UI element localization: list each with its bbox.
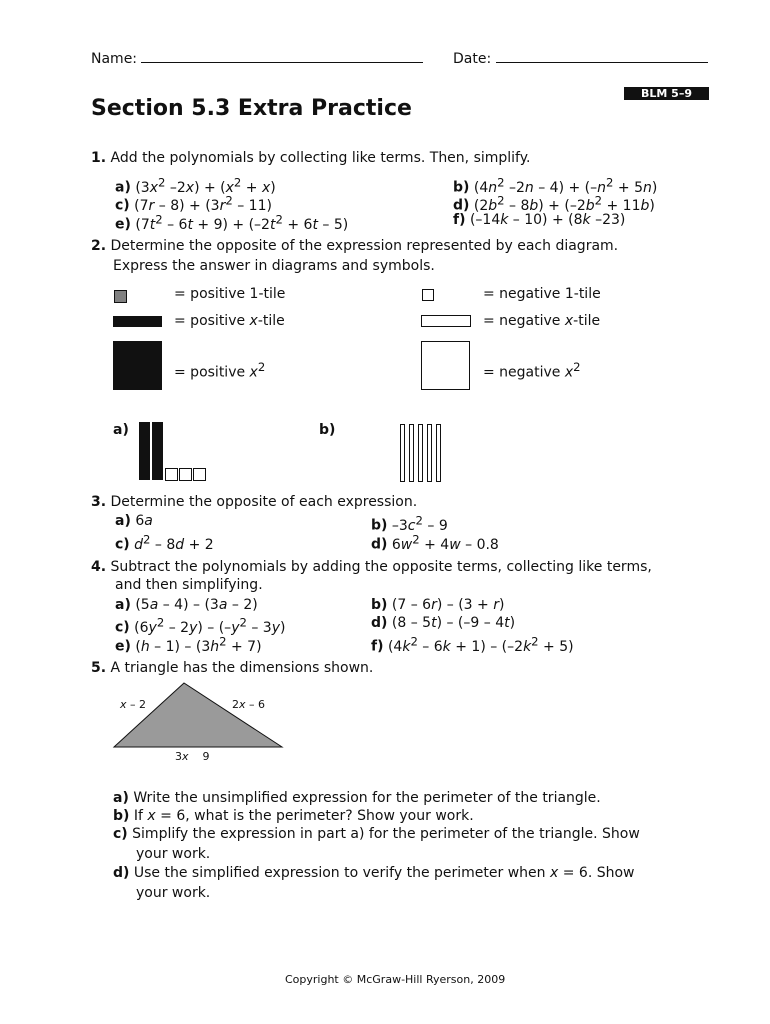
question-number: 5.	[91, 660, 107, 676]
legend-positive-x2: = positive $x^2$	[174, 360, 266, 381]
question-3-prompt	[91, 494, 417, 510]
q3-part-a: a) 6a	[115, 513, 153, 529]
name-field[interactable]	[91, 50, 423, 67]
q4-part-b: b) (7 – 6r) – (3 + r)	[371, 597, 505, 613]
q3-part-b: b) $-3c^2 - 9$	[371, 513, 448, 534]
legend-negative-x2: = negative $x^2$	[483, 360, 581, 381]
q4-part-c: c) $(6y^2 - 2y) - (-y^2 - 3y)$	[115, 615, 286, 636]
negative-x-tile	[427, 424, 432, 482]
negative-1-tile	[193, 468, 206, 481]
q5-part-b: b) If x = 6, what is the perimeter? Show your work.	[113, 808, 474, 824]
negative-x-tile-swatch	[421, 315, 471, 327]
question-text: A triangle has the dimensions shown.	[110, 660, 374, 676]
negative-1-tile-swatch	[422, 289, 434, 301]
question-text: Subtract the polynomials by adding the opposite terms, collecting like terms,	[110, 559, 652, 575]
question-number: 3.	[91, 494, 107, 510]
legend-negative-x: = negative x-tile	[483, 313, 601, 329]
negative-x-tile	[418, 424, 423, 482]
date-field[interactable]	[453, 50, 708, 67]
question-4-prompt	[91, 559, 652, 575]
negative-x-tile	[400, 424, 405, 482]
legend-negative-1: = negative 1-tile	[483, 286, 601, 302]
q1-part-b: b) ($4n^2$ $-2n - 4) + (-n^2 + 5n)$	[453, 175, 658, 196]
q1-part-e: e) $(7t^2 - 6t + 9) + (-2t^2 + 6t - 5)$	[115, 212, 349, 233]
q4-part-d: d) (8 – 5t) – (–9 – 4t)	[371, 615, 516, 631]
name-label: Name:	[91, 51, 138, 67]
question-5-prompt	[91, 660, 373, 676]
page-title: Section 5.3 Extra Practice	[91, 96, 412, 121]
question-number: 1.	[91, 150, 107, 166]
negative-1-tile	[165, 468, 178, 481]
q5-part-d: d) Use the simplified expression to verify the perimeter when x = 6. Show	[113, 865, 635, 881]
q1-part-c: c) $(7r - 8) + (3r^2 - 11)$	[115, 193, 272, 214]
date-blank[interactable]	[496, 50, 708, 63]
q4-part-f: f) $(4k^2 - 6k + 1) - (-2k^2 + 5)$	[371, 634, 574, 655]
question-number: 4.	[91, 559, 107, 575]
q1-part-a: a) ($3x^2$ $-2x) + (x^2 + x)$	[115, 175, 276, 196]
question-1-prompt	[91, 150, 530, 166]
triangle-right-side-label: 2x – 6	[232, 698, 266, 711]
q3-part-c: c) $d^2 - 8d + 2$	[115, 532, 214, 553]
negative-1-tile	[179, 468, 192, 481]
q3-part-d: d) $6w^2 + 4w - 0.8$	[371, 532, 499, 553]
triangle-shape	[114, 683, 282, 747]
q5-part-c: c) Simplify the expression in part a) for the perimeter of the triangle. Show	[113, 826, 640, 842]
q5-part-c-line2: your work.	[136, 846, 211, 862]
positive-x-tile-swatch	[113, 316, 162, 327]
diagram-a-label: a)	[113, 422, 129, 438]
q5-part-a: a) Write the unsimplified expression for the perimeter of the triangle.	[113, 790, 601, 806]
legend-positive-1: = positive 1-tile	[174, 286, 286, 302]
q4-part-a: a) (5a – 4) – (3a – 2)	[115, 597, 258, 613]
question-text: Determine the opposite of the expression represented by each diagram.	[110, 238, 619, 254]
question-text: Determine the opposite of each expression.	[110, 494, 418, 510]
question-number: 2.	[91, 238, 107, 254]
positive-x2-tile-swatch	[113, 341, 162, 390]
negative-x-tile	[409, 424, 414, 482]
name-blank[interactable]	[141, 50, 423, 63]
date-label: Date:	[453, 51, 492, 67]
question-2-prompt-line2: Express the answer in diagrams and symbols.	[113, 258, 435, 274]
triangle-left-side-label: x – 2	[120, 698, 147, 711]
triangle-figure	[110, 680, 290, 752]
question-4-prompt-line2: and then simplifying.	[115, 577, 263, 593]
q5-part-d-line2: your work.	[136, 885, 211, 901]
question-2-prompt	[91, 238, 618, 254]
positive-x-tile	[152, 422, 163, 480]
q4-part-e: e) $(h - 1) - (3h^2 + 7)$	[115, 634, 262, 655]
negative-x-tile	[436, 424, 441, 482]
q1-part-f: f) (–14k – 10) + (8k –23)	[453, 212, 626, 228]
copyright-footer: Copyright © McGraw-Hill Ryerson, 2009	[285, 973, 506, 986]
positive-x-tile	[139, 422, 150, 480]
question-text: Add the polynomials by collecting like terms. Then, simplify.	[110, 150, 531, 166]
positive-1-tile-swatch	[114, 290, 127, 303]
q1-part-d: d) $(2b^2 - 8b) + (-2b^2 + 11b)$	[453, 193, 655, 214]
triangle-base-label: 3x 9	[175, 750, 210, 763]
legend-positive-x: = positive x-tile	[174, 313, 285, 329]
blm-badge: BLM 5–9	[624, 87, 709, 100]
diagram-b-label: b)	[319, 422, 336, 438]
negative-x2-tile-swatch	[421, 341, 470, 390]
